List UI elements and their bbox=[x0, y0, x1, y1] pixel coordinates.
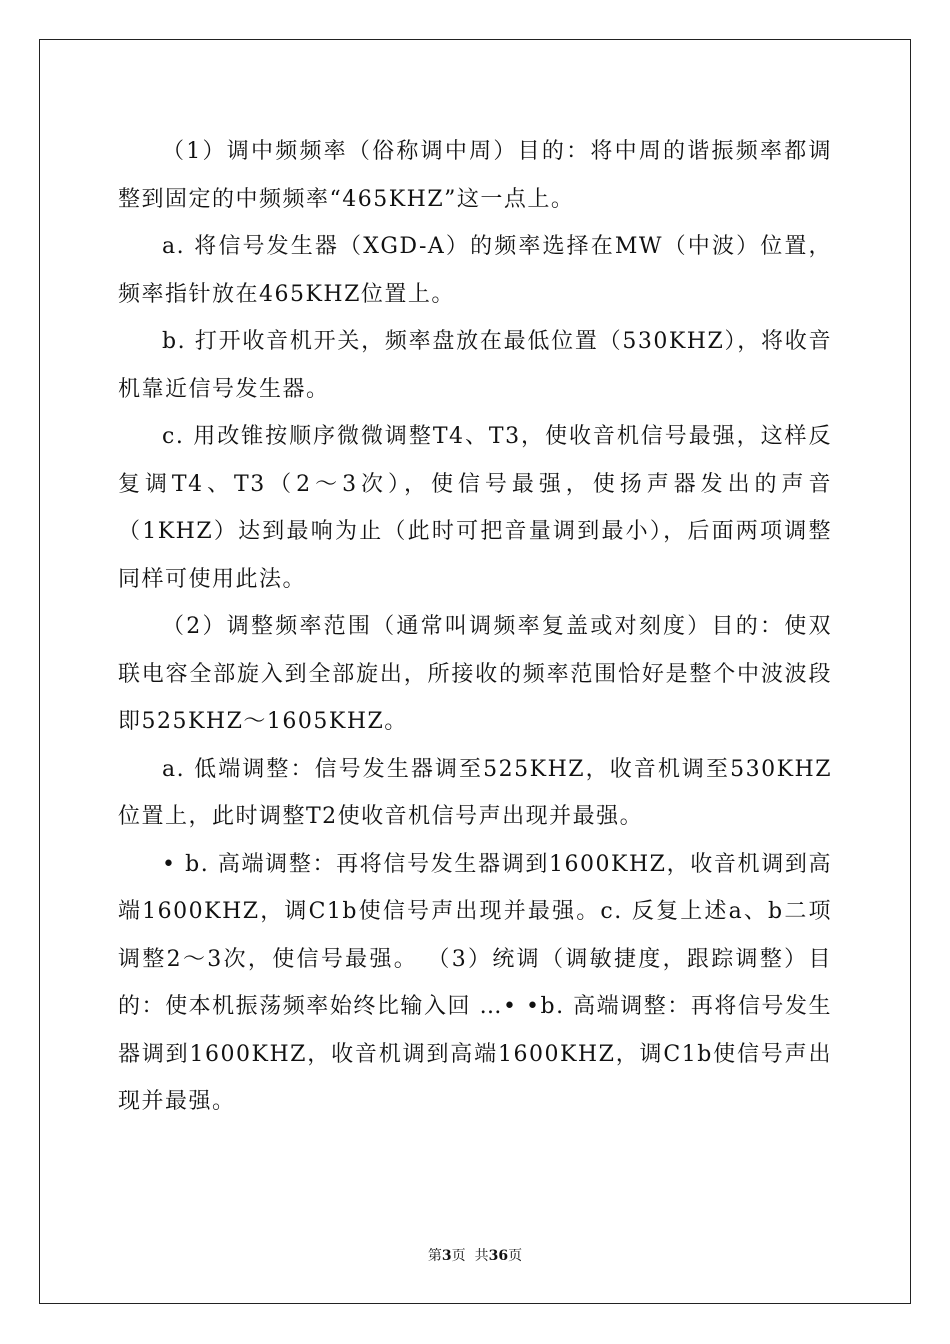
paragraph-4: c. 用改锥按顺序微微调整T4、T3，使收音机信号最强，这样反复调T4、T3（2～3次），使信号最强，使扬声器发出的声音（1KHZ）达到最响为止（此时可把音量调到最小），后面两项调整同样可使用此法。 bbox=[118, 424, 832, 592]
footer-page-mid: 页 共 bbox=[451, 1248, 489, 1264]
paragraph-6: a. 低端调整：信号发生器调至525KHZ，收音机调至530KHZ位置上，此时调整T2使收音机信号声出现并最强。 bbox=[118, 756, 832, 829]
page-footer bbox=[0, 1246, 950, 1266]
footer-page-suffix: 页 bbox=[508, 1248, 523, 1264]
paragraph-5: （2）调整频率范围（通常叫调频率复盖或对刻度）目的：使双联电容全部旋入到全部旋出，所接收的频率范围恰好是整个中波波段即525KHZ～1605KHZ。 bbox=[118, 614, 832, 734]
footer-current-page: 3 bbox=[441, 1248, 452, 1264]
document-body bbox=[118, 128, 832, 1126]
paragraph-2: a. 将信号发生器（XGD-A）的频率选择在MW（中波）位置，频率指针放在465KHZ位置上。 bbox=[118, 234, 832, 307]
paragraph-1: （1）调中频频率（俗称调中周）目的：将中周的谐振频率都调整到固定的中频频率“465KHZ”这一点上。 bbox=[118, 139, 832, 212]
paragraph-3: b. 打开收音机开关，频率盘放在最低位置（530KHZ），将收音机靠近信号发生器。 bbox=[118, 329, 832, 402]
footer-total-pages: 36 bbox=[488, 1248, 509, 1264]
footer-page-prefix: 第 bbox=[427, 1248, 442, 1264]
paragraph-7: • b. 高端调整：再将信号发生器调到1600KHZ，收音机调到高端1600KHZ，调C1b使信号声出现并最强。c. 反复上述a、b二项调整2～3次，使信号最强。 （3）统调（调敏捷度，跟踪调整）目的：使本机振荡频率始终比输入回 …• •b. 高端调整：再将信号发生器调到1600KHZ，收音机调到高端1600KHZ，调C1b使信号声出现并最强。 bbox=[118, 851, 832, 1114]
